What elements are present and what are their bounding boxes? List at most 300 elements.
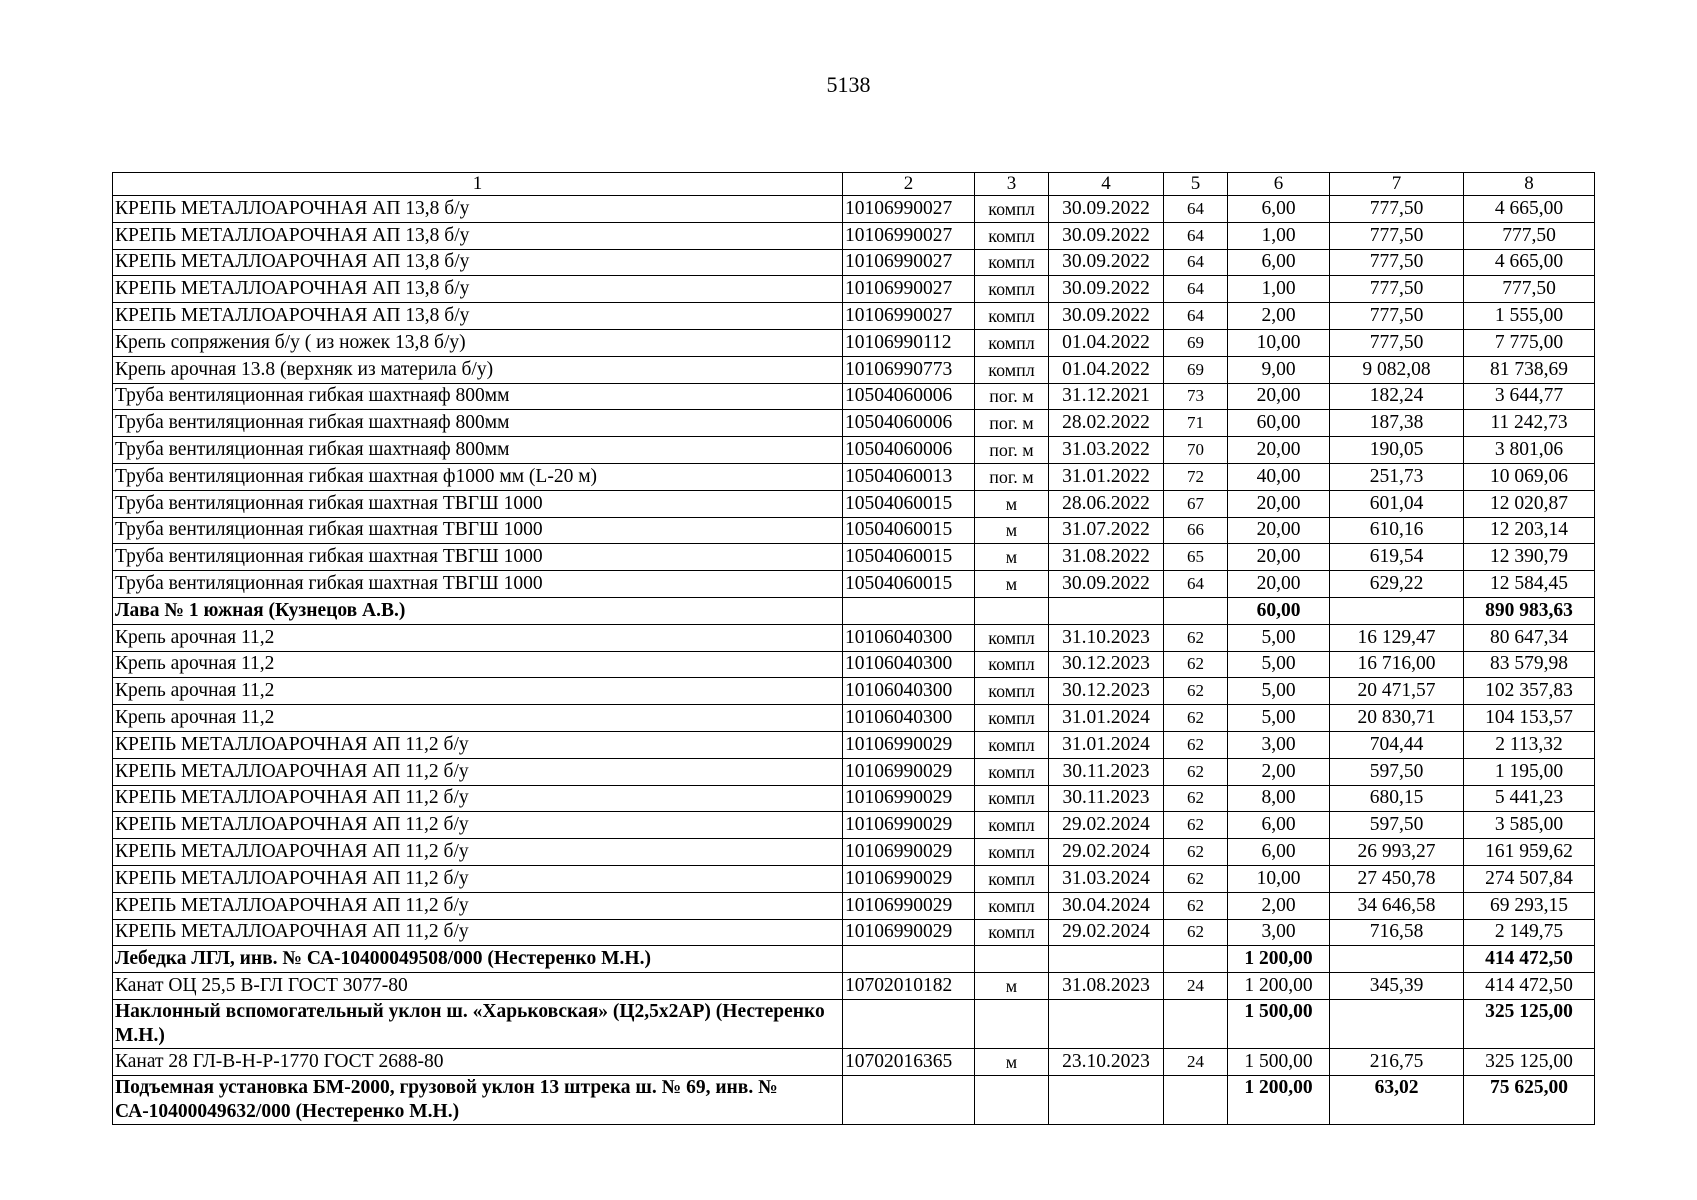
table-cell: 31.08.2023 <box>1049 973 1164 1000</box>
table-cell: 12 584,45 <box>1464 571 1595 598</box>
table-cell: 62 <box>1164 919 1228 946</box>
table-cell: 20,00 <box>1228 383 1330 410</box>
table-cell: 680,15 <box>1330 785 1464 812</box>
table-cell: 28.02.2022 <box>1049 410 1164 437</box>
group-row <box>113 1075 1595 1124</box>
table-cell: компл <box>975 892 1049 919</box>
table-cell: 10702016365 <box>843 1048 975 1075</box>
table-cell: 216,75 <box>1330 1048 1464 1075</box>
table-cell: 8,00 <box>1228 785 1330 812</box>
table-cell: 10106040300 <box>843 624 975 651</box>
table-cell: 629,22 <box>1330 571 1464 598</box>
table-cell <box>1164 1075 1228 1124</box>
table-cell: КРЕПЬ МЕТАЛЛОАРОЧНАЯ АП 11,2 б/у <box>113 892 843 919</box>
table-row <box>113 1048 1595 1075</box>
table-cell: 10,00 <box>1228 329 1330 356</box>
table-cell: Крепь арочная 11,2 <box>113 678 843 705</box>
table-cell <box>1330 946 1464 973</box>
table-cell: 5 441,23 <box>1464 785 1595 812</box>
table-cell: компл <box>975 222 1049 249</box>
table-row <box>113 410 1595 437</box>
table-cell: 60,00 <box>1228 597 1330 624</box>
table-cell: 10106990027 <box>843 276 975 303</box>
table-cell: 20,00 <box>1228 517 1330 544</box>
table-cell: 10702010182 <box>843 973 975 1000</box>
table-row <box>113 865 1595 892</box>
table-cell: 62 <box>1164 678 1228 705</box>
table-cell: КРЕПЬ МЕТАЛЛОАРОЧНАЯ АП 11,2 б/у <box>113 865 843 892</box>
table-cell: компл <box>975 303 1049 330</box>
table-cell: 10106040300 <box>843 705 975 732</box>
table-cell: 4 665,00 <box>1464 249 1595 276</box>
table-cell: 777,50 <box>1330 276 1464 303</box>
table-cell: 62 <box>1164 651 1228 678</box>
table-cell: 10106990112 <box>843 329 975 356</box>
table-row <box>113 517 1595 544</box>
table-cell: 777,50 <box>1464 276 1595 303</box>
table-cell: 20,00 <box>1228 490 1330 517</box>
table-cell: 2,00 <box>1228 892 1330 919</box>
table-cell: 69 <box>1164 329 1228 356</box>
table-cell: 75 625,00 <box>1464 1075 1595 1124</box>
table-row <box>113 839 1595 866</box>
table-cell: Лава № 1 южная (Кузнецов А.В.) <box>113 597 843 624</box>
table-cell: 62 <box>1164 839 1228 866</box>
table-cell: 10106040300 <box>843 651 975 678</box>
table-row <box>113 785 1595 812</box>
table-cell: 10106990027 <box>843 249 975 276</box>
table-cell: Канат 28 ГЛ-В-Н-Р-1770 ГОСТ 2688-80 <box>113 1048 843 1075</box>
table-cell: КРЕПЬ МЕТАЛЛОАРОЧНАЯ АП 13,8 б/у <box>113 276 843 303</box>
header-cell: 3 <box>975 173 1049 196</box>
table-cell: 9,00 <box>1228 356 1330 383</box>
table-cell: 10106990029 <box>843 785 975 812</box>
table-cell: м <box>975 571 1049 598</box>
table-cell: 6,00 <box>1228 812 1330 839</box>
table-cell: 5,00 <box>1228 705 1330 732</box>
table-cell: 26 993,27 <box>1330 839 1464 866</box>
table-cell: КРЕПЬ МЕТАЛЛОАРОЧНАЯ АП 13,8 б/у <box>113 196 843 223</box>
table-cell: компл <box>975 919 1049 946</box>
table-row <box>113 463 1595 490</box>
table-cell: 3 644,77 <box>1464 383 1595 410</box>
table-cell: Крепь сопряжения б/у ( из ножек 13,8 б/у) <box>113 329 843 356</box>
table-cell: 10106990029 <box>843 839 975 866</box>
table-cell: 62 <box>1164 758 1228 785</box>
table-cell: 1 555,00 <box>1464 303 1595 330</box>
table-cell <box>1164 946 1228 973</box>
table-cell: Крепь арочная 11,2 <box>113 624 843 651</box>
table-row <box>113 383 1595 410</box>
table-cell: 5,00 <box>1228 678 1330 705</box>
table-row <box>113 571 1595 598</box>
table-cell: 2,00 <box>1228 303 1330 330</box>
table-row <box>113 276 1595 303</box>
table-row <box>113 437 1595 464</box>
table-cell: 64 <box>1164 222 1228 249</box>
table-cell: 777,50 <box>1330 303 1464 330</box>
table-cell: 10106990029 <box>843 865 975 892</box>
table-cell: 80 647,34 <box>1464 624 1595 651</box>
table-cell: 10504060015 <box>843 571 975 598</box>
table-cell: 325 125,00 <box>1464 999 1595 1048</box>
table-cell: 30.11.2023 <box>1049 785 1164 812</box>
table-cell: 1,00 <box>1228 222 1330 249</box>
table-cell: 777,50 <box>1330 222 1464 249</box>
table-cell: 9 082,08 <box>1330 356 1464 383</box>
table-cell <box>975 999 1049 1048</box>
table-row <box>113 356 1595 383</box>
table-cell: 10106990027 <box>843 222 975 249</box>
table-cell <box>1164 597 1228 624</box>
table-cell: 64 <box>1164 276 1228 303</box>
table-cell: 63,02 <box>1330 1075 1464 1124</box>
group-row <box>113 946 1595 973</box>
table-cell: м <box>975 517 1049 544</box>
table-cell: 10106990773 <box>843 356 975 383</box>
table-cell: 24 <box>1164 1048 1228 1075</box>
table-cell: 1,00 <box>1228 276 1330 303</box>
table-cell: компл <box>975 356 1049 383</box>
table-cell: 10106990027 <box>843 196 975 223</box>
group-row <box>113 999 1595 1048</box>
header-cell: 5 <box>1164 173 1228 196</box>
table-cell: 10504060006 <box>843 410 975 437</box>
table-cell: Лебедка ЛГЛ, инв. № СА-10400049508/000 (Нестеренко М.Н.) <box>113 946 843 973</box>
table-row <box>113 973 1595 1000</box>
table-cell: 10504060015 <box>843 517 975 544</box>
table-cell: КРЕПЬ МЕТАЛЛОАРОЧНАЯ АП 13,8 б/у <box>113 303 843 330</box>
table-cell: 12 390,79 <box>1464 544 1595 571</box>
table-cell <box>975 1075 1049 1124</box>
table-cell: 62 <box>1164 705 1228 732</box>
table-cell: 31.03.2022 <box>1049 437 1164 464</box>
table-cell: 414 472,50 <box>1464 973 1595 1000</box>
table-cell: 30.09.2022 <box>1049 196 1164 223</box>
table-cell: 597,50 <box>1330 758 1464 785</box>
table-cell: 10,00 <box>1228 865 1330 892</box>
table-cell: 251,73 <box>1330 463 1464 490</box>
table-cell: Труба вентиляционная гибкая шахтная ТВГШ 1000 <box>113 571 843 598</box>
table-cell: 29.02.2024 <box>1049 839 1164 866</box>
table-cell: 10504060015 <box>843 490 975 517</box>
table-cell: 1 200,00 <box>1228 946 1330 973</box>
table-cell: 619,54 <box>1330 544 1464 571</box>
table-cell: 274 507,84 <box>1464 865 1595 892</box>
table-cell: 66 <box>1164 517 1228 544</box>
header-cell: 6 <box>1228 173 1330 196</box>
table-cell: 64 <box>1164 571 1228 598</box>
table-cell: 610,16 <box>1330 517 1464 544</box>
table-cell: 777,50 <box>1464 222 1595 249</box>
table-cell: м <box>975 1048 1049 1075</box>
table-cell: Труба вентиляционная гибкая шахтнаяф 800мм <box>113 383 843 410</box>
table-cell: 12 020,87 <box>1464 490 1595 517</box>
table-row <box>113 919 1595 946</box>
table-cell: 6,00 <box>1228 196 1330 223</box>
table-cell: 6,00 <box>1228 839 1330 866</box>
table-cell: 10504060013 <box>843 463 975 490</box>
table-cell: 1 195,00 <box>1464 758 1595 785</box>
table-cell: 20 830,71 <box>1330 705 1464 732</box>
table-cell: Наклонный вспомогательный уклон ш. «Харьковская» (Ц2,5х2АР) (Нестеренко М.Н.) <box>113 999 843 1048</box>
table-cell: 102 357,83 <box>1464 678 1595 705</box>
table-cell: 10106990029 <box>843 758 975 785</box>
table-cell: компл <box>975 329 1049 356</box>
table-cell: 10106990027 <box>843 303 975 330</box>
table-cell: пог. м <box>975 410 1049 437</box>
table-cell: 1 500,00 <box>1228 1048 1330 1075</box>
table-cell: 601,04 <box>1330 490 1464 517</box>
table-cell: Крепь арочная 11,2 <box>113 651 843 678</box>
table-cell: пог. м <box>975 437 1049 464</box>
table-cell: 01.04.2022 <box>1049 356 1164 383</box>
table-cell: 4 665,00 <box>1464 196 1595 223</box>
table-cell: 28.06.2022 <box>1049 490 1164 517</box>
table-cell: компл <box>975 705 1049 732</box>
header-cell: 7 <box>1330 173 1464 196</box>
table-cell: м <box>975 973 1049 1000</box>
table-cell: 597,50 <box>1330 812 1464 839</box>
table-cell: КРЕПЬ МЕТАЛЛОАРОЧНАЯ АП 11,2 б/у <box>113 812 843 839</box>
table-cell: компл <box>975 731 1049 758</box>
table-cell: компл <box>975 785 1049 812</box>
group-row <box>113 597 1595 624</box>
header-row <box>113 173 1595 196</box>
table-cell: 5,00 <box>1228 624 1330 651</box>
table-cell: пог. м <box>975 463 1049 490</box>
table-cell: пог. м <box>975 383 1049 410</box>
table-cell: 345,39 <box>1330 973 1464 1000</box>
table-cell: 104 153,57 <box>1464 705 1595 732</box>
table-cell: 64 <box>1164 196 1228 223</box>
table-cell: 30.09.2022 <box>1049 222 1164 249</box>
table-cell: КРЕПЬ МЕТАЛЛОАРОЧНАЯ АП 13,8 б/у <box>113 249 843 276</box>
table-cell: 64 <box>1164 249 1228 276</box>
table-cell: Труба вентиляционная гибкая шахтная ТВГШ 1000 <box>113 544 843 571</box>
table-cell: Крепь арочная 11,2 <box>113 705 843 732</box>
table-cell: 6,00 <box>1228 249 1330 276</box>
table-cell <box>1049 597 1164 624</box>
table-cell: 67 <box>1164 490 1228 517</box>
table-cell: 60,00 <box>1228 410 1330 437</box>
table-cell: 01.04.2022 <box>1049 329 1164 356</box>
header-cell: 1 <box>113 173 843 196</box>
table-cell: 40,00 <box>1228 463 1330 490</box>
table-cell: 3 801,06 <box>1464 437 1595 464</box>
table-cell <box>1049 999 1164 1048</box>
table-cell: компл <box>975 839 1049 866</box>
table-cell: 325 125,00 <box>1464 1048 1595 1075</box>
header-cell: 2 <box>843 173 975 196</box>
table-cell <box>843 1075 975 1124</box>
table-cell: 31.03.2024 <box>1049 865 1164 892</box>
table-cell: 27 450,78 <box>1330 865 1464 892</box>
table-cell: 161 959,62 <box>1464 839 1595 866</box>
table-cell: 890 983,63 <box>1464 597 1595 624</box>
table-row <box>113 329 1595 356</box>
table-row <box>113 196 1595 223</box>
table-row <box>113 731 1595 758</box>
table-cell: 20,00 <box>1228 571 1330 598</box>
table-cell: 62 <box>1164 812 1228 839</box>
table-cell: 62 <box>1164 892 1228 919</box>
table-cell <box>1049 946 1164 973</box>
table-cell <box>1330 999 1464 1048</box>
table-cell: 30.09.2022 <box>1049 303 1164 330</box>
table-cell: 1 200,00 <box>1228 1075 1330 1124</box>
table-cell: КРЕПЬ МЕТАЛЛОАРОЧНАЯ АП 11,2 б/у <box>113 839 843 866</box>
table-cell <box>1164 999 1228 1048</box>
table-cell: 1 500,00 <box>1228 999 1330 1048</box>
table-cell: 34 646,58 <box>1330 892 1464 919</box>
table-cell: 716,58 <box>1330 919 1464 946</box>
table-cell: 31.10.2023 <box>1049 624 1164 651</box>
table-cell: 414 472,50 <box>1464 946 1595 973</box>
table-cell: 11 242,73 <box>1464 410 1595 437</box>
table-cell: 10504060015 <box>843 544 975 571</box>
table-row <box>113 490 1595 517</box>
table-cell: 3,00 <box>1228 731 1330 758</box>
header-cell: 4 <box>1049 173 1164 196</box>
table-cell: 1 200,00 <box>1228 973 1330 1000</box>
table-cell: Канат ОЦ 25,5 В-ГЛ ГОСТ 3077-80 <box>113 973 843 1000</box>
table-cell: компл <box>975 651 1049 678</box>
table-cell: 62 <box>1164 865 1228 892</box>
table-cell: компл <box>975 678 1049 705</box>
table-cell: 72 <box>1164 463 1228 490</box>
header-cell: 8 <box>1464 173 1595 196</box>
table-cell: 83 579,98 <box>1464 651 1595 678</box>
table-cell: Труба вентиляционная гибкая шахтная ТВГШ 1000 <box>113 517 843 544</box>
table-cell: компл <box>975 196 1049 223</box>
table-cell: 187,38 <box>1330 410 1464 437</box>
table-cell: 777,50 <box>1330 249 1464 276</box>
table-cell: 31.12.2021 <box>1049 383 1164 410</box>
table-cell: 69 <box>1164 356 1228 383</box>
table-cell: КРЕПЬ МЕТАЛЛОАРОЧНАЯ АП 11,2 б/у <box>113 758 843 785</box>
table-cell <box>843 999 975 1048</box>
table-cell: Труба вентиляционная гибкая шахтная ТВГШ 1000 <box>113 490 843 517</box>
table-row <box>113 651 1595 678</box>
table-cell <box>843 597 975 624</box>
table-cell: 16 129,47 <box>1330 624 1464 651</box>
table-row <box>113 892 1595 919</box>
table-row <box>113 624 1595 651</box>
table-cell <box>975 946 1049 973</box>
table-cell: 70 <box>1164 437 1228 464</box>
table-cell: 10106990029 <box>843 892 975 919</box>
table-cell: КРЕПЬ МЕТАЛЛОАРОЧНАЯ АП 11,2 б/у <box>113 785 843 812</box>
table-cell: 10106990029 <box>843 731 975 758</box>
table-cell: 81 738,69 <box>1464 356 1595 383</box>
table-cell: компл <box>975 249 1049 276</box>
table-cell: 2 149,75 <box>1464 919 1595 946</box>
table-cell: Крепь арочная 13.8 (верхняк из материла б/у) <box>113 356 843 383</box>
table-cell: 10106990029 <box>843 919 975 946</box>
table-row <box>113 303 1595 330</box>
table-cell: 2 113,32 <box>1464 731 1595 758</box>
table-cell: КРЕПЬ МЕТАЛЛОАРОЧНАЯ АП 11,2 б/у <box>113 731 843 758</box>
table-cell: 30.09.2022 <box>1049 276 1164 303</box>
table-cell: 31.01.2024 <box>1049 705 1164 732</box>
table-cell: 7 775,00 <box>1464 329 1595 356</box>
table-cell: 69 293,15 <box>1464 892 1595 919</box>
table-cell: КРЕПЬ МЕТАЛЛОАРОЧНАЯ АП 11,2 б/у <box>113 919 843 946</box>
table-cell: 71 <box>1164 410 1228 437</box>
table-cell: компл <box>975 812 1049 839</box>
table-cell: 20,00 <box>1228 437 1330 464</box>
table-cell: 24 <box>1164 973 1228 1000</box>
table-row <box>113 678 1595 705</box>
table-cell: 73 <box>1164 383 1228 410</box>
table-cell: м <box>975 490 1049 517</box>
table-row <box>113 812 1595 839</box>
table-cell: 29.02.2024 <box>1049 919 1164 946</box>
table-cell: 31.01.2022 <box>1049 463 1164 490</box>
table-cell: 3,00 <box>1228 919 1330 946</box>
table-cell: Труба вентиляционная гибкая шахтная ф1000 мм (L-20 м) <box>113 463 843 490</box>
table-cell <box>843 946 975 973</box>
table-cell: 62 <box>1164 624 1228 651</box>
table-cell: 30.09.2022 <box>1049 249 1164 276</box>
table-cell: 30.12.2023 <box>1049 678 1164 705</box>
table-row <box>113 544 1595 571</box>
table-cell: 3 585,00 <box>1464 812 1595 839</box>
table-cell: 64 <box>1164 303 1228 330</box>
table-cell: 10106040300 <box>843 678 975 705</box>
table-cell: 10 069,06 <box>1464 463 1595 490</box>
table-cell: 20,00 <box>1228 544 1330 571</box>
table-row <box>113 705 1595 732</box>
table-cell: 30.12.2023 <box>1049 651 1164 678</box>
table-cell: 23.10.2023 <box>1049 1048 1164 1075</box>
table-body <box>113 173 1595 1125</box>
table-cell: 12 203,14 <box>1464 517 1595 544</box>
table-cell: 182,24 <box>1330 383 1464 410</box>
table-cell: 10504060006 <box>843 437 975 464</box>
table-cell: м <box>975 544 1049 571</box>
table-cell: 777,50 <box>1330 196 1464 223</box>
table-row <box>113 758 1595 785</box>
table-cell: 20 471,57 <box>1330 678 1464 705</box>
table-cell: 65 <box>1164 544 1228 571</box>
table-cell: 30.04.2024 <box>1049 892 1164 919</box>
table-cell: 30.11.2023 <box>1049 758 1164 785</box>
table-cell: 31.08.2022 <box>1049 544 1164 571</box>
table-cell: компл <box>975 624 1049 651</box>
table-cell: Труба вентиляционная гибкая шахтнаяф 800мм <box>113 410 843 437</box>
table-cell: 31.01.2024 <box>1049 731 1164 758</box>
table-cell: Подъемная установка БМ-2000, грузовой уклон 13 штрека ш. № 69, инв. № СА-10400049632/000 (Нестеренко М.Н.) <box>113 1075 843 1124</box>
table-cell: 190,05 <box>1330 437 1464 464</box>
page-number: 5138 <box>826 72 871 97</box>
table-cell: 30.09.2022 <box>1049 571 1164 598</box>
table-cell: 10504060006 <box>843 383 975 410</box>
table-cell <box>975 597 1049 624</box>
table-cell <box>1330 597 1464 624</box>
table-cell: компл <box>975 865 1049 892</box>
table-cell: 5,00 <box>1228 651 1330 678</box>
table-row <box>113 249 1595 276</box>
table-cell: 10106990029 <box>843 812 975 839</box>
table-cell: 31.07.2022 <box>1049 517 1164 544</box>
table-cell: компл <box>975 276 1049 303</box>
table-row <box>113 222 1595 249</box>
table-cell: КРЕПЬ МЕТАЛЛОАРОЧНАЯ АП 13,8 б/у <box>113 222 843 249</box>
table-cell: 29.02.2024 <box>1049 812 1164 839</box>
table-cell <box>1049 1075 1164 1124</box>
